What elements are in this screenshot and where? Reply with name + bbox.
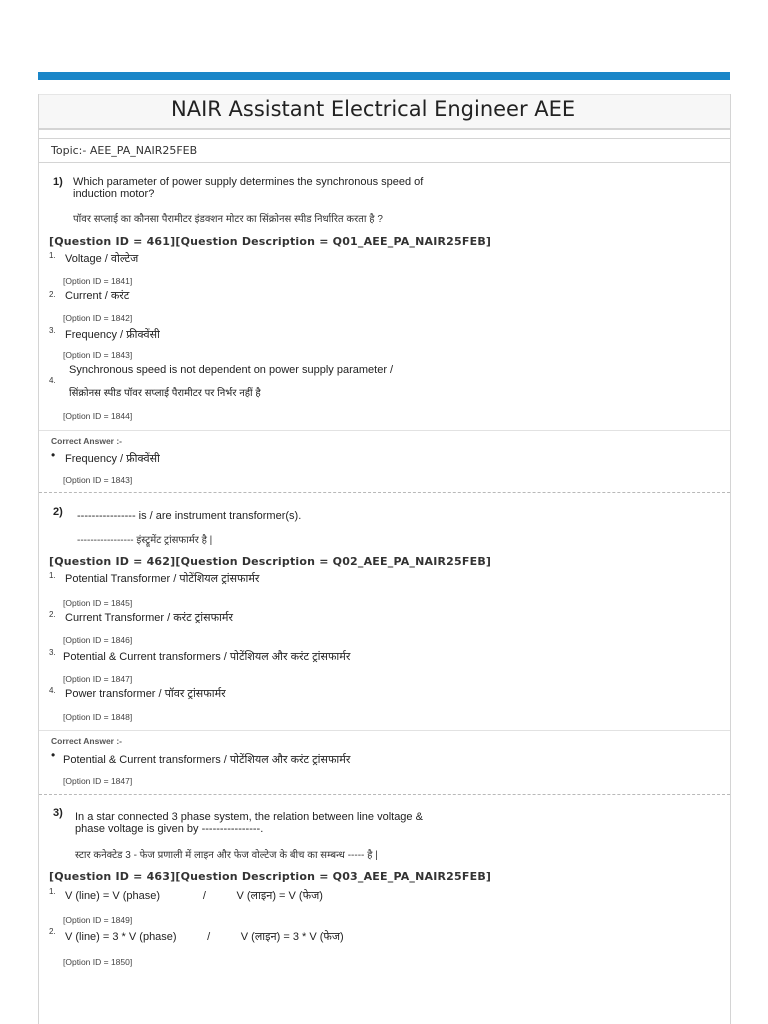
correct-answer-label: Correct Answer :-	[51, 736, 123, 746]
option-number: 1.	[49, 887, 56, 896]
option-id: [Option ID = 1844]	[63, 411, 133, 421]
topic-label: Topic:- AEE_PA_NAIR25FEB	[51, 144, 198, 157]
option-number: 4.	[49, 686, 56, 695]
option-text: Power transformer / पॉवर ट्रांसफार्मर	[65, 688, 226, 700]
option-id: [Option ID = 1850]	[63, 957, 133, 967]
title-box	[39, 94, 730, 130]
option-number: 2.	[49, 610, 56, 619]
option-number: 2.	[49, 290, 56, 299]
option-text: Potential & Current transformers / पोटेंशियल और करंट ट्रांसफार्मर	[63, 651, 351, 663]
question-paper	[38, 94, 731, 1024]
option-number: 1.	[49, 571, 56, 580]
option-text: Voltage / वोल्टेज	[65, 253, 139, 265]
top-accent-bar	[38, 72, 730, 80]
option-text-hindi: सिंक्रोनस स्पीड पॉवर सप्लाई पैरामीटर पर निर्भर नहीं है	[69, 388, 261, 399]
correct-answer-id: [Option ID = 1847]	[63, 776, 133, 786]
option-number: 3.	[49, 648, 56, 657]
option-id: [Option ID = 1843]	[63, 350, 133, 360]
divider	[39, 430, 730, 431]
divider	[39, 162, 730, 163]
correct-answer-label: Correct Answer :-	[51, 436, 123, 446]
option-id: [Option ID = 1848]	[63, 712, 133, 722]
option-number: 1.	[49, 251, 56, 260]
option-number: 4.	[49, 376, 56, 385]
option-text: Potential Transformer / पोटेंशियल ट्रांसफार्मर	[65, 573, 260, 585]
option-id: [Option ID = 1847]	[63, 674, 133, 684]
correct-answer-text: Potential & Current transformers / पोटेंशियल और करंट ट्रांसफार्मर	[63, 754, 351, 766]
option-text: V (line) = V (phase) / V (लाइन) = V (फेज)	[65, 890, 323, 902]
question-meta: [Question ID = 463][Question Description = Q03_AEE_PA_NAIR25FEB]	[49, 870, 492, 883]
divider	[39, 138, 730, 139]
correct-answer-id: [Option ID = 1843]	[63, 475, 133, 485]
divider	[39, 128, 730, 129]
question-number: 1)	[53, 176, 63, 188]
option-text: Frequency / फ्रीक्वेंसी	[65, 329, 160, 341]
page-title: NAIR Assistant Electrical Engineer AEE	[171, 97, 576, 121]
option-number: 2.	[49, 927, 56, 936]
question-text: ---------------- is / are instrument transformer(s).	[77, 510, 302, 522]
option-id: [Option ID = 1846]	[63, 635, 133, 645]
question-meta: [Question ID = 461][Question Description = Q01_AEE_PA_NAIR25FEB]	[49, 235, 492, 248]
question-text: In a star connected 3 phase system, the relation between line voltage & phase voltage is given by ----------------.	[75, 811, 423, 835]
divider	[39, 730, 730, 731]
option-text: Current / करंट	[65, 290, 130, 302]
question-text-hindi: पॉवर सप्लाई का कौनसा पैरामीटर इंडक्शन मोटर का सिंक्रोनस स्पीड निर्धारित करता है ?	[73, 214, 383, 225]
option-number: 3.	[49, 326, 56, 335]
question-text: Which parameter of power supply determines the synchronous speed of induction motor?	[73, 176, 424, 200]
bullet: •	[51, 748, 56, 762]
question-number: 3)	[53, 807, 63, 819]
option-text: Current Transformer / करंट ट्रांसफार्मर	[65, 612, 233, 624]
bullet: •	[51, 448, 56, 462]
correct-answer-text: Frequency / फ्रीक्वेंसी	[65, 453, 160, 465]
option-id: [Option ID = 1842]	[63, 313, 133, 323]
question-number: 2)	[53, 506, 63, 518]
question-text-hindi: ----------------- इंस्ट्रूमेंट ट्रांसफार्मर है |	[77, 535, 213, 546]
option-id: [Option ID = 1841]	[63, 276, 133, 286]
option-text: Synchronous speed is not dependent on power supply parameter /	[69, 364, 394, 376]
question-divider	[39, 492, 730, 493]
option-id: [Option ID = 1849]	[63, 915, 133, 925]
option-id: [Option ID = 1845]	[63, 598, 133, 608]
question-meta: [Question ID = 462][Question Description = Q02_AEE_PA_NAIR25FEB]	[49, 555, 492, 568]
question-text-hindi: स्टार कनेक्टेड 3 - फेज प्रणाली में लाइन और फेज वोल्टेज के बीच का सम्बन्ध ----- है |	[75, 850, 378, 861]
question-divider	[39, 794, 730, 795]
option-text: V (line) = 3 * V (phase) / V (लाइन) = 3 * V (फेज)	[65, 931, 344, 943]
